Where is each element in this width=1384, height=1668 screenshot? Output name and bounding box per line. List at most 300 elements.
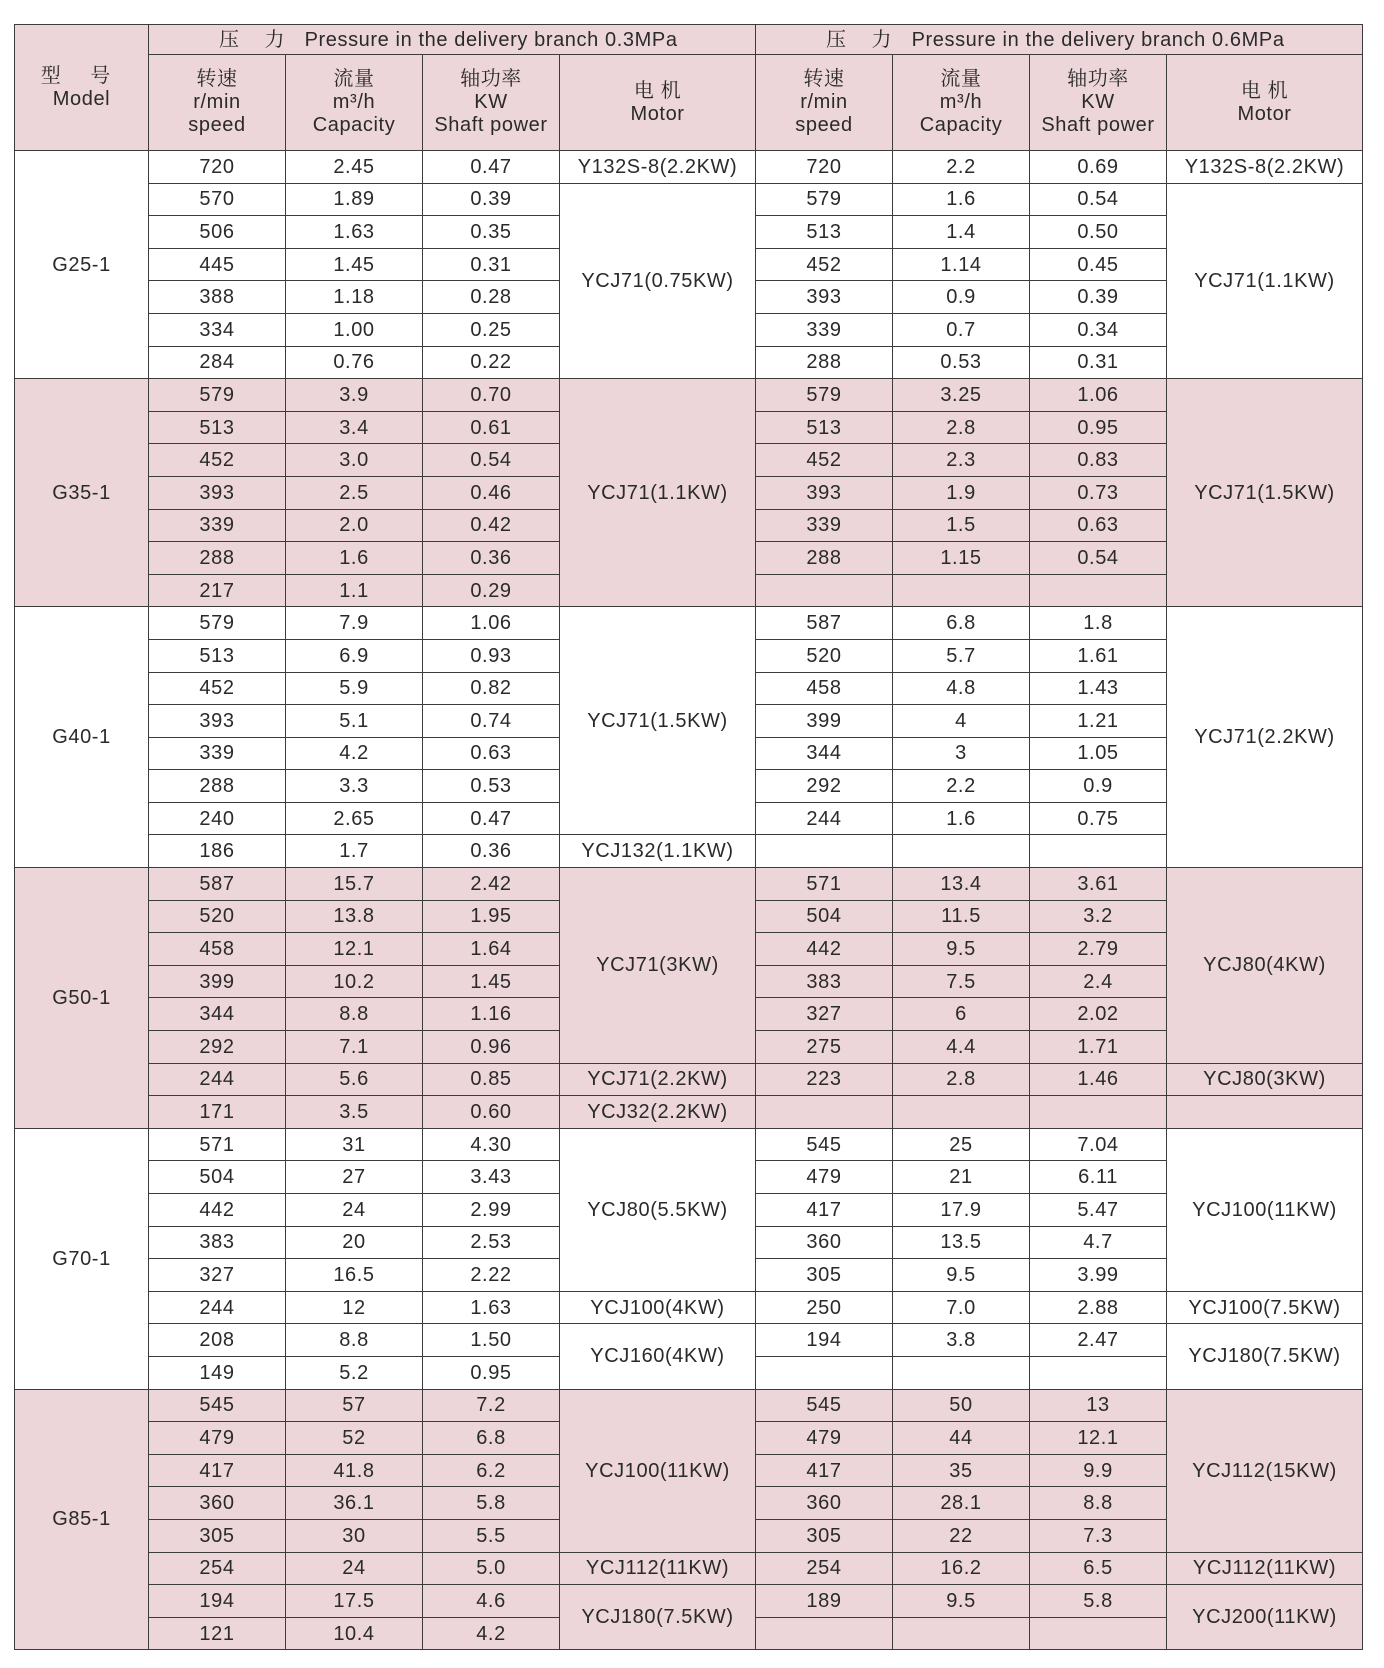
capacity-cell: 0.76 <box>286 346 423 379</box>
capacity-cell: 35 <box>893 1454 1030 1487</box>
motor-cell: Y132S-8(2.2KW) <box>1167 151 1363 184</box>
model-cell: G70-1 <box>15 1128 149 1389</box>
motor-cell: YCJ80(5.5KW) <box>560 1128 756 1291</box>
table-row <box>15 1389 1363 1422</box>
motor-cell: YCJ180(7.5KW) <box>1167 1324 1363 1389</box>
model-cell: G35-1 <box>15 379 149 607</box>
capacity-cell <box>893 1356 1030 1389</box>
table-row <box>15 1324 1363 1357</box>
motor-cell: YCJ100(11KW) <box>560 1389 756 1552</box>
capacity-cell: 1.6 <box>893 802 1030 835</box>
capacity-cell <box>893 1096 1030 1129</box>
pressure-header-high <box>756 25 1363 55</box>
capacity-cell: 25 <box>893 1128 1030 1161</box>
col-header-speed <box>756 55 893 151</box>
shaft-power-cell: 3.43 <box>423 1161 560 1194</box>
speed-cell: 171 <box>149 1096 286 1129</box>
motor-cell: YCJ112(11KW) <box>560 1552 756 1585</box>
speed-cell: 327 <box>756 998 893 1031</box>
shaft-power-cell: 6.8 <box>423 1422 560 1455</box>
capacity-cell: 41.8 <box>286 1454 423 1487</box>
capacity-cell: 5.7 <box>893 639 1030 672</box>
speed-cell: 334 <box>149 313 286 346</box>
shaft-power-cell: 4.6 <box>423 1585 560 1618</box>
motor-cell: YCJ200(11KW) <box>1167 1585 1363 1650</box>
capacity-cell: 4.8 <box>893 672 1030 705</box>
col-header-shaft-power-l2: KW <box>1081 91 1115 113</box>
speed-cell: 292 <box>756 770 893 803</box>
speed-cell: 579 <box>149 379 286 412</box>
speed-cell: 452 <box>756 248 893 281</box>
capacity-cell: 28.1 <box>893 1487 1030 1520</box>
speed-cell: 339 <box>149 509 286 542</box>
capacity-cell: 6.9 <box>286 639 423 672</box>
shaft-power-cell: 1.46 <box>1030 1063 1167 1096</box>
speed-cell: 383 <box>756 965 893 998</box>
shaft-power-cell: 1.64 <box>423 933 560 966</box>
speed-cell <box>756 1096 893 1129</box>
capacity-cell: 1.18 <box>286 281 423 314</box>
speed-cell: 520 <box>149 900 286 933</box>
shaft-power-cell: 0.31 <box>1030 346 1167 379</box>
shaft-power-cell: 9.9 <box>1030 1454 1167 1487</box>
speed-cell <box>756 574 893 607</box>
shaft-power-cell: 5.0 <box>423 1552 560 1585</box>
speed-cell: 388 <box>149 281 286 314</box>
model-header-zh: 型 号 <box>40 64 123 87</box>
speed-cell: 393 <box>149 476 286 509</box>
speed-cell: 579 <box>756 379 893 412</box>
capacity-cell: 31 <box>286 1128 423 1161</box>
speed-cell: 513 <box>149 411 286 444</box>
col-header-shaft-power-zh: 轴功率 <box>1067 68 1129 90</box>
motor-cell: YCJ132(1.1KW) <box>560 835 756 868</box>
shaft-power-cell: 0.93 <box>423 639 560 672</box>
motor-cell: YCJ180(7.5KW) <box>560 1585 756 1650</box>
speed-cell: 149 <box>149 1356 286 1389</box>
pump-spec-table <box>14 24 1363 1650</box>
shaft-power-cell: 0.22 <box>423 346 560 379</box>
shaft-power-cell: 0.54 <box>1030 542 1167 575</box>
shaft-power-cell: 7.2 <box>423 1389 560 1422</box>
shaft-power-cell: 7.3 <box>1030 1519 1167 1552</box>
speed-cell: 458 <box>149 933 286 966</box>
speed-cell: 442 <box>149 1194 286 1227</box>
speed-cell: 288 <box>149 770 286 803</box>
speed-cell: 254 <box>756 1552 893 1585</box>
shaft-power-cell: 0.46 <box>423 476 560 509</box>
speed-cell: 194 <box>756 1324 893 1357</box>
speed-cell: 186 <box>149 835 286 868</box>
capacity-cell: 16.5 <box>286 1259 423 1292</box>
capacity-cell: 0.53 <box>893 346 1030 379</box>
pressure-header-low <box>149 25 756 55</box>
speed-cell: 513 <box>756 216 893 249</box>
speed-cell: 399 <box>149 965 286 998</box>
capacity-cell: 5.9 <box>286 672 423 705</box>
capacity-cell: 2.45 <box>286 151 423 184</box>
speed-cell: 208 <box>149 1324 286 1357</box>
speed-cell: 506 <box>149 216 286 249</box>
shaft-power-cell: 1.50 <box>423 1324 560 1357</box>
speed-cell: 244 <box>756 802 893 835</box>
capacity-cell: 3.8 <box>893 1324 1030 1357</box>
shaft-power-cell: 0.25 <box>423 313 560 346</box>
shaft-power-cell: 1.43 <box>1030 672 1167 705</box>
table-row <box>15 1291 1363 1324</box>
capacity-cell: 21 <box>893 1161 1030 1194</box>
capacity-cell: 1.45 <box>286 248 423 281</box>
capacity-cell: 30 <box>286 1519 423 1552</box>
speed-cell: 479 <box>756 1422 893 1455</box>
speed-cell: 344 <box>149 998 286 1031</box>
motor-cell: YCJ112(15KW) <box>1167 1389 1363 1552</box>
speed-cell: 452 <box>149 672 286 705</box>
col-header-capacity-l2: m³/h <box>939 91 983 113</box>
speed-cell: 545 <box>756 1128 893 1161</box>
capacity-cell: 1.6 <box>286 542 423 575</box>
speed-cell: 254 <box>149 1552 286 1585</box>
shaft-power-cell: 3.2 <box>1030 900 1167 933</box>
speed-cell: 452 <box>149 444 286 477</box>
speed-cell: 305 <box>756 1519 893 1552</box>
table-row <box>15 1096 1363 1129</box>
table-row <box>15 868 1363 901</box>
speed-cell: 579 <box>756 183 893 216</box>
motor-cell: YCJ71(2.2KW) <box>560 1063 756 1096</box>
speed-cell: 344 <box>756 737 893 770</box>
capacity-cell: 8.8 <box>286 1324 423 1357</box>
capacity-cell: 2.65 <box>286 802 423 835</box>
capacity-cell: 0.9 <box>893 281 1030 314</box>
model-header <box>15 25 149 151</box>
capacity-cell: 3.9 <box>286 379 423 412</box>
shaft-power-cell: 5.8 <box>1030 1585 1167 1618</box>
speed-cell: 587 <box>756 607 893 640</box>
capacity-cell: 0.7 <box>893 313 1030 346</box>
shaft-power-cell: 2.22 <box>423 1259 560 1292</box>
speed-cell: 513 <box>149 639 286 672</box>
shaft-power-cell: 2.79 <box>1030 933 1167 966</box>
capacity-cell <box>893 574 1030 607</box>
shaft-power-cell: 0.95 <box>1030 411 1167 444</box>
shaft-power-cell: 1.8 <box>1030 607 1167 640</box>
speed-cell: 393 <box>756 281 893 314</box>
capacity-cell: 1.1 <box>286 574 423 607</box>
table-row <box>15 607 1363 640</box>
speed-cell: 393 <box>149 705 286 738</box>
model-header-en: Model <box>52 87 111 110</box>
shaft-power-cell: 0.39 <box>1030 281 1167 314</box>
capacity-cell: 13.8 <box>286 900 423 933</box>
motor-cell: YCJ160(4KW) <box>560 1324 756 1389</box>
capacity-cell: 24 <box>286 1194 423 1227</box>
motor-cell: YCJ80(4KW) <box>1167 868 1363 1064</box>
speed-cell: 275 <box>756 1031 893 1064</box>
shaft-power-cell: 2.4 <box>1030 965 1167 998</box>
table-row <box>15 379 1363 412</box>
shaft-power-cell: 0.83 <box>1030 444 1167 477</box>
speed-cell: 339 <box>149 737 286 770</box>
capacity-cell: 7.5 <box>893 965 1030 998</box>
capacity-cell: 10.2 <box>286 965 423 998</box>
capacity-cell: 6.8 <box>893 607 1030 640</box>
shaft-power-cell: 0.82 <box>423 672 560 705</box>
shaft-power-cell: 0.36 <box>423 542 560 575</box>
pressure-high-en: Pressure in the delivery branch 0.6MPa <box>911 28 1285 51</box>
speed-cell: 504 <box>756 900 893 933</box>
shaft-power-cell: 3.99 <box>1030 1259 1167 1292</box>
capacity-cell: 1.6 <box>893 183 1030 216</box>
col-header-motor-zh: 电 机 <box>633 79 682 102</box>
speed-cell: 479 <box>756 1161 893 1194</box>
capacity-cell: 3 <box>893 737 1030 770</box>
speed-cell: 305 <box>756 1259 893 1292</box>
shaft-power-cell: 7.04 <box>1030 1128 1167 1161</box>
capacity-cell: 1.7 <box>286 835 423 868</box>
capacity-cell: 50 <box>893 1389 1030 1422</box>
capacity-cell: 2.0 <box>286 509 423 542</box>
speed-cell: 217 <box>149 574 286 607</box>
shaft-power-cell: 0.9 <box>1030 770 1167 803</box>
capacity-cell: 2.2 <box>893 770 1030 803</box>
speed-cell: 520 <box>756 639 893 672</box>
capacity-cell: 11.5 <box>893 900 1030 933</box>
capacity-cell: 7.1 <box>286 1031 423 1064</box>
capacity-cell: 9.5 <box>893 1585 1030 1618</box>
capacity-cell: 4.2 <box>286 737 423 770</box>
shaft-power-cell: 0.53 <box>423 770 560 803</box>
speed-cell: 250 <box>756 1291 893 1324</box>
shaft-power-cell: 5.5 <box>423 1519 560 1552</box>
speed-cell: 288 <box>756 346 893 379</box>
shaft-power-cell: 0.39 <box>423 183 560 216</box>
col-header-capacity-l3: Capacity <box>919 114 1003 136</box>
speed-cell: 339 <box>756 313 893 346</box>
speed-cell: 417 <box>756 1194 893 1227</box>
shaft-power-cell: 1.63 <box>423 1291 560 1324</box>
shaft-power-cell: 0.28 <box>423 281 560 314</box>
shaft-power-cell: 0.45 <box>1030 248 1167 281</box>
capacity-cell: 4 <box>893 705 1030 738</box>
capacity-cell: 5.2 <box>286 1356 423 1389</box>
motor-cell: YCJ71(1.1KW) <box>560 379 756 607</box>
shaft-power-cell: 0.34 <box>1030 313 1167 346</box>
table-row <box>15 183 1363 216</box>
model-cell: G40-1 <box>15 607 149 868</box>
motor-cell <box>1167 1096 1363 1129</box>
speed-cell: 399 <box>756 705 893 738</box>
col-header-speed-l3: speed <box>795 114 853 136</box>
capacity-cell: 15.7 <box>286 868 423 901</box>
capacity-cell: 12 <box>286 1291 423 1324</box>
capacity-cell: 7.9 <box>286 607 423 640</box>
speed-cell: 284 <box>149 346 286 379</box>
shaft-power-cell: 1.71 <box>1030 1031 1167 1064</box>
shaft-power-cell: 6.2 <box>423 1454 560 1487</box>
speed-cell: 292 <box>149 1031 286 1064</box>
capacity-cell: 2.8 <box>893 1063 1030 1096</box>
shaft-power-cell: 0.74 <box>423 705 560 738</box>
shaft-power-cell <box>1030 574 1167 607</box>
shaft-power-cell: 13 <box>1030 1389 1167 1422</box>
col-header-motor <box>560 55 756 151</box>
capacity-cell: 13.4 <box>893 868 1030 901</box>
speed-cell: 360 <box>756 1487 893 1520</box>
col-header-speed-l2: r/min <box>193 91 241 113</box>
col-header-capacity-zh: 流量 <box>940 68 982 90</box>
speed-cell: 240 <box>149 802 286 835</box>
capacity-cell: 1.00 <box>286 313 423 346</box>
capacity-cell: 1.14 <box>893 248 1030 281</box>
shaft-power-cell: 0.31 <box>423 248 560 281</box>
capacity-cell: 5.6 <box>286 1063 423 1096</box>
shaft-power-cell: 6.5 <box>1030 1552 1167 1585</box>
col-header-motor-zh: 电 机 <box>1240 79 1289 102</box>
capacity-cell: 57 <box>286 1389 423 1422</box>
col-header-shaft-power-l3: Shaft power <box>1041 114 1155 136</box>
model-cell: G25-1 <box>15 151 149 379</box>
speed-cell: 479 <box>149 1422 286 1455</box>
shaft-power-cell: 3.61 <box>1030 868 1167 901</box>
shaft-power-cell: 2.88 <box>1030 1291 1167 1324</box>
capacity-cell: 2.5 <box>286 476 423 509</box>
table-body <box>15 151 1363 1650</box>
shaft-power-cell: 0.50 <box>1030 216 1167 249</box>
col-header-speed-zh: 转速 <box>196 68 238 90</box>
capacity-cell: 6 <box>893 998 1030 1031</box>
shaft-power-cell: 2.42 <box>423 868 560 901</box>
shaft-power-cell: 0.96 <box>423 1031 560 1064</box>
shaft-power-cell: 1.45 <box>423 965 560 998</box>
speed-cell <box>756 1617 893 1650</box>
capacity-cell: 27 <box>286 1161 423 1194</box>
table-row <box>15 1585 1363 1618</box>
pressure-low-en: Pressure in the delivery branch 0.3MPa <box>304 28 678 51</box>
motor-cell: YCJ100(11KW) <box>1167 1128 1363 1291</box>
capacity-cell: 3.4 <box>286 411 423 444</box>
speed-cell: 360 <box>149 1487 286 1520</box>
table-header <box>15 25 1363 151</box>
speed-cell: 189 <box>756 1585 893 1618</box>
speed-cell: 513 <box>756 411 893 444</box>
motor-cell: YCJ32(2.2KW) <box>560 1096 756 1129</box>
capacity-cell <box>893 1617 1030 1650</box>
shaft-power-cell <box>1030 1356 1167 1389</box>
motor-cell: YCJ71(0.75KW) <box>560 183 756 379</box>
speed-cell: 327 <box>149 1259 286 1292</box>
shaft-power-cell: 0.95 <box>423 1356 560 1389</box>
shaft-power-cell <box>1030 1617 1167 1650</box>
shaft-power-cell: 1.95 <box>423 900 560 933</box>
motor-cell: YCJ112(11KW) <box>1167 1552 1363 1585</box>
motor-cell: Y132S-8(2.2KW) <box>560 151 756 184</box>
model-cell: G85-1 <box>15 1389 149 1650</box>
shaft-power-cell: 0.73 <box>1030 476 1167 509</box>
speed-cell: 720 <box>149 151 286 184</box>
shaft-power-cell: 5.47 <box>1030 1194 1167 1227</box>
capacity-cell: 1.15 <box>893 542 1030 575</box>
capacity-cell: 9.5 <box>893 1259 1030 1292</box>
speed-cell: 393 <box>756 476 893 509</box>
col-header-speed-l3: speed <box>188 114 246 136</box>
speed-cell: 288 <box>149 542 286 575</box>
shaft-power-cell: 1.61 <box>1030 639 1167 672</box>
capacity-cell: 20 <box>286 1226 423 1259</box>
shaft-power-cell: 6.11 <box>1030 1161 1167 1194</box>
shaft-power-cell: 2.99 <box>423 1194 560 1227</box>
capacity-cell: 36.1 <box>286 1487 423 1520</box>
shaft-power-cell: 2.02 <box>1030 998 1167 1031</box>
motor-cell: YCJ100(4KW) <box>560 1291 756 1324</box>
capacity-cell: 5.1 <box>286 705 423 738</box>
capacity-cell: 44 <box>893 1422 1030 1455</box>
shaft-power-cell: 0.35 <box>423 216 560 249</box>
shaft-power-cell: 0.69 <box>1030 151 1167 184</box>
shaft-power-cell <box>1030 1096 1167 1129</box>
col-header-shaft-power <box>423 55 560 151</box>
shaft-power-cell: 12.1 <box>1030 1422 1167 1455</box>
shaft-power-cell <box>1030 835 1167 868</box>
speed-cell: 452 <box>756 444 893 477</box>
capacity-cell: 4.4 <box>893 1031 1030 1064</box>
shaft-power-cell: 2.53 <box>423 1226 560 1259</box>
shaft-power-cell: 5.8 <box>423 1487 560 1520</box>
shaft-power-cell: 0.63 <box>1030 509 1167 542</box>
capacity-cell: 3.25 <box>893 379 1030 412</box>
col-header-capacity-zh: 流量 <box>333 68 375 90</box>
shaft-power-cell: 1.06 <box>1030 379 1167 412</box>
motor-cell: YCJ100(7.5KW) <box>1167 1291 1363 1324</box>
shaft-power-cell: 0.47 <box>423 802 560 835</box>
speed-cell: 571 <box>149 1128 286 1161</box>
capacity-cell <box>893 835 1030 868</box>
speed-cell: 545 <box>756 1389 893 1422</box>
capacity-cell: 52 <box>286 1422 423 1455</box>
table-row <box>15 1063 1363 1096</box>
shaft-power-cell: 0.85 <box>423 1063 560 1096</box>
speed-cell: 244 <box>149 1291 286 1324</box>
capacity-cell: 12.1 <box>286 933 423 966</box>
capacity-cell: 24 <box>286 1552 423 1585</box>
capacity-cell: 8.8 <box>286 998 423 1031</box>
shaft-power-cell: 2.47 <box>1030 1324 1167 1357</box>
speed-cell: 244 <box>149 1063 286 1096</box>
shaft-power-cell: 4.30 <box>423 1128 560 1161</box>
shaft-power-cell: 1.16 <box>423 998 560 1031</box>
col-header-motor <box>1167 55 1363 151</box>
speed-cell: 417 <box>149 1454 286 1487</box>
shaft-power-cell: 0.54 <box>423 444 560 477</box>
speed-cell: 445 <box>149 248 286 281</box>
col-header-motor-l2: Motor <box>630 102 685 125</box>
capacity-cell: 2.8 <box>893 411 1030 444</box>
capacity-cell: 3.0 <box>286 444 423 477</box>
capacity-cell: 1.89 <box>286 183 423 216</box>
capacity-cell: 1.5 <box>893 509 1030 542</box>
capacity-cell: 16.2 <box>893 1552 1030 1585</box>
speed-cell: 383 <box>149 1226 286 1259</box>
speed-cell: 223 <box>756 1063 893 1096</box>
shaft-power-cell: 0.36 <box>423 835 560 868</box>
speed-cell: 442 <box>756 933 893 966</box>
col-header-capacity <box>893 55 1030 151</box>
capacity-cell: 17.5 <box>286 1585 423 1618</box>
speed-cell: 545 <box>149 1389 286 1422</box>
pressure-high-zh: 压 力 <box>826 28 902 51</box>
capacity-cell: 10.4 <box>286 1617 423 1650</box>
table-row <box>15 835 1363 868</box>
